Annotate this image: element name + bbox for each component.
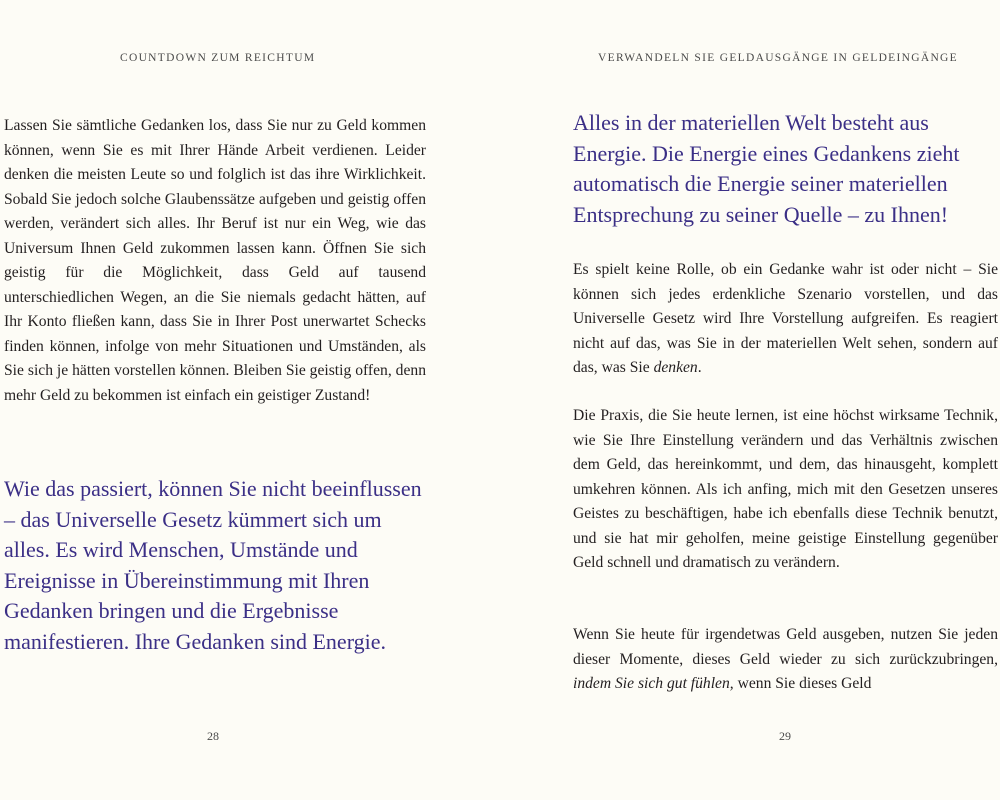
page-number-left: 28 — [207, 729, 219, 743]
body-paragraph: Lassen Sie sämtliche Gedanken los, dass Sie nur zu Geld kommen können, wenn Sie es mit Ihrer Hände Arbeit verdienen. Leider denken die meisten Leute so und folglich ist das ihre Wirklichkeit. Sobald Sie jedoch solche Glaubenssätze aufgeben und geistig offen werden, verändert sich alles. Ihr Beruf ist nur ein Weg, wie das Universum Ihnen Geld zukommen lassen kann. Öffnen Sie sich geistig für die Möglichkeit, dass Geld auf tausend unterschiedlichen Wegen, an die Sie niemals gedacht hätten, auf Ihr Konto fließen kann, dass Sie in Ihrer Post unerwartet Schecks finden können, infolge von mehr Situationen und Umständen, als Sie sich je hätten vorstellen können. Bleiben Sie geistig offen, denn mehr Geld zu bekommen ist einfach ein geistiger Zustand! — [4, 117, 426, 404]
body-paragraph-3-end: wenn Sie dieses Geld — [733, 675, 872, 692]
pull-quote: Wie das passiert, können Sie nicht beeinflussen – das Universelle Gesetz kümmert sich um alles. Es wird Menschen, Umstände und Ereignisse in Übereinstimmung mit Ihren Gedanken bringen und die Ergebnisse manifestieren. Ihre Gedanken sind Energie. — [4, 476, 422, 654]
emphasis-gut-fuehlen: indem Sie sich gut fühlen, — [573, 675, 734, 692]
page-number-right: 29 — [779, 729, 791, 743]
pull-quote-right: Alles in der materiellen Welt besteht aus Energie. Die Energie eines Gedankens zieht automatisch die Energie seiner materiellen Entsprechung zu seiner Quelle – zu Ihnen! — [573, 110, 960, 227]
running-head-left: COUNTDOWN ZUM REICHTUM — [120, 52, 316, 64]
body-paragraph-2: Die Praxis, die Sie heute lernen, ist eine höchst wirksame Technik, wie Sie Ihre Einstellung verändern und das Verhältnis zwischen dem Geld, das hereinkommt, und dem, das hinausgeht, komplett umkehren können. Als ich anfing, mich mit den Gesetzen unseres Geistes zu beschäftigen, habe ich ebenfalls diese Technik benutzt, und sie hat mir geholfen, meine geistige Einstellung gegenüber Geld schnell und dramatisch zu verändern. — [573, 407, 998, 571]
body-paragraph-1-text: Es spielt keine Rolle, ob ein Gedanke wahr ist oder nicht – Sie können sich jedes erdenkliche Szenario vorstellen, und das Universelle Gesetz wird Ihre Vorstellung aufgreifen. Es reagiert nicht auf das, was Sie in der materiellen Welt sehen, sondern auf das, was Sie — [573, 261, 998, 376]
emphasis-denken: denken — [653, 359, 698, 376]
running-head-right: VERWANDELN SIE GELDAUSGÄNGE IN GELDEINGÄNGE — [598, 52, 958, 64]
body-paragraph-3-text: Wenn Sie heute für irgendetwas Geld ausgeben, nutzen Sie jeden dieser Momente, dieses Geld wieder zu sich zurückzubringen, — [573, 626, 998, 668]
body-paragraph-3 — [573, 623, 998, 697]
body-paragraph-1-end: . — [697, 359, 702, 376]
body-paragraph-1 — [573, 258, 998, 381]
left-page — [0, 0, 430, 800]
right-page — [572, 0, 1000, 800]
